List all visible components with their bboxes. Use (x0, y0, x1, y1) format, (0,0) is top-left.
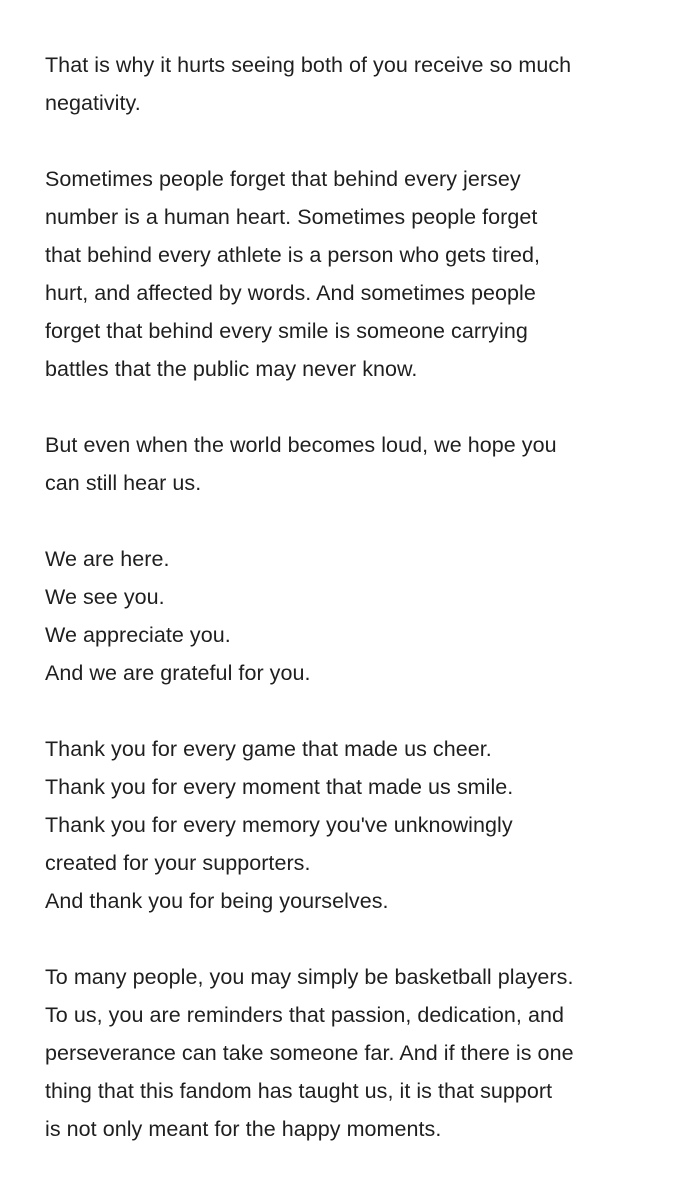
text-line: We see you. (45, 585, 165, 609)
text-line: We appreciate you. (45, 623, 231, 647)
text-line: number is a human heart. Sometimes people forget (45, 205, 538, 229)
text-line: But even when the world becomes loud, we hope you (45, 433, 557, 457)
text-line: We are here. (45, 547, 170, 571)
paragraph-thank-you (45, 730, 655, 920)
text-line: That is why it hurts seeing both of you receive so much (45, 53, 572, 77)
paragraph-we-are-here (45, 540, 655, 692)
text-line: battles that the public may never know. (45, 357, 418, 381)
text-line: To us, you are reminders that passion, dedication, and (45, 1003, 565, 1027)
text-line: And thank you for being yourselves. (45, 889, 389, 913)
note-body (45, 46, 655, 1186)
text-line: Thank you for every moment that made us smile. (45, 775, 514, 799)
text-line: is not only meant for the happy moments. (45, 1117, 442, 1141)
text-line: And we are grateful for you. (45, 661, 311, 685)
clipped-previous-line (45, 0, 265, 3)
paragraph-negativity (45, 46, 655, 122)
text-line: thing that this fandom has taught us, it is that support (45, 1079, 553, 1103)
text-line: forget that behind every smile is someone carrying (45, 319, 528, 343)
paragraph-human-heart (45, 160, 655, 388)
text-line: negativity. (45, 91, 141, 115)
paragraph-support (45, 958, 655, 1148)
text-line: To many people, you may simply be basketball players. (45, 965, 574, 989)
text-line: can still hear us. (45, 471, 202, 495)
text-line: Sometimes people forget that behind every jersey (45, 167, 521, 191)
paragraph-hear-us (45, 426, 655, 502)
text-line: Thank you for every memory you've unknowingly (45, 813, 513, 837)
text-line: perseverance can take someone far. And if there is one (45, 1041, 574, 1065)
text-line: created for your supporters. (45, 851, 311, 875)
text-line: that behind every athlete is a person who gets tired, (45, 243, 541, 267)
text-line: hurt, and affected by words. And sometimes people (45, 281, 536, 305)
text-line: Thank you for every game that made us cheer. (45, 737, 492, 761)
